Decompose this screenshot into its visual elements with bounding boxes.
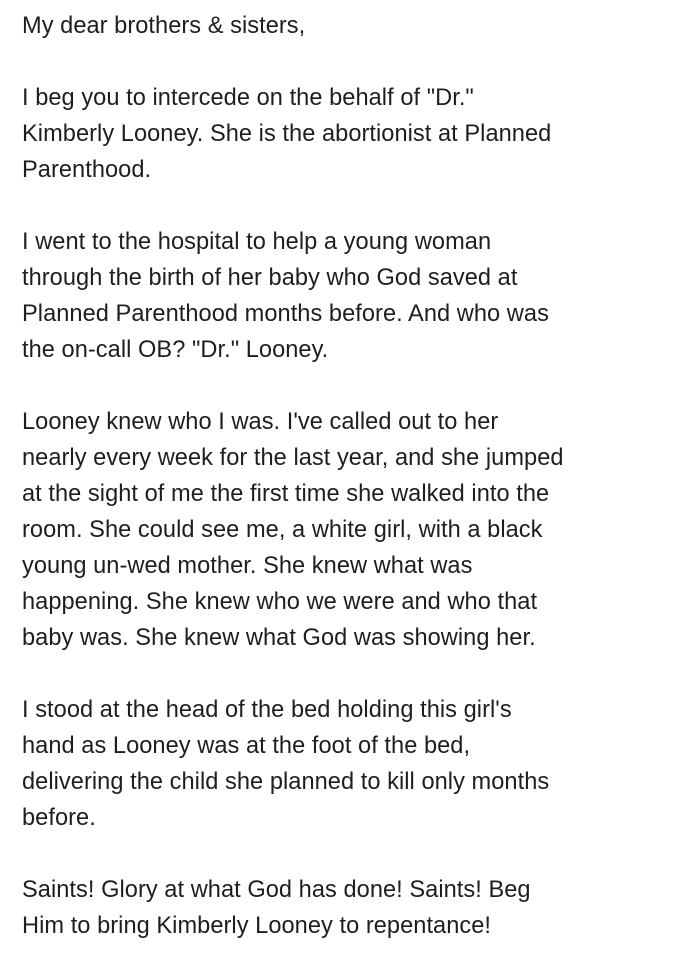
paragraph-gap bbox=[22, 188, 662, 224]
paragraph-5 bbox=[22, 872, 662, 944]
paragraph-line: Looney knew who I was. I've called out to her bbox=[22, 409, 499, 435]
paragraph-line: Kimberly Looney. She is the abortionist at Planned bbox=[22, 121, 552, 147]
paragraph-3 bbox=[22, 404, 662, 656]
paragraph-2 bbox=[22, 224, 662, 368]
paragraph-line: I stood at the head of the bed holding this girl's bbox=[22, 697, 512, 723]
paragraph-gap bbox=[22, 44, 662, 80]
paragraph-line: nearly every week for the last year, and she jumped bbox=[22, 445, 564, 471]
post-body bbox=[22, 8, 662, 944]
paragraph-line: Planned Parenthood months before. And who was bbox=[22, 301, 549, 327]
paragraph-line: before. bbox=[22, 805, 96, 831]
paragraph-gap bbox=[22, 368, 662, 404]
paragraph-line: happening. She knew who we were and who that bbox=[22, 589, 538, 615]
paragraph-1 bbox=[22, 80, 662, 188]
paragraph-line: hand as Looney was at the foot of the bed, bbox=[22, 733, 471, 759]
paragraph-line: I went to the hospital to help a young woman bbox=[22, 229, 492, 255]
paragraph-line: baby was. She knew what God was showing her. bbox=[22, 625, 536, 651]
paragraph-line: at the sight of me the first time she walked into the bbox=[22, 481, 550, 507]
paragraph-line: Parenthood. bbox=[22, 157, 152, 183]
paragraph-line: delivering the child she planned to kill only months bbox=[22, 769, 550, 795]
paragraph-gap bbox=[22, 656, 662, 692]
paragraph-line: Him to bring Kimberly Looney to repentance! bbox=[22, 913, 492, 939]
paragraph-gap bbox=[22, 836, 662, 872]
paragraph-line: Saints! Glory at what God has done! Saints! Beg bbox=[22, 877, 531, 903]
greeting-line: My dear brothers & sisters, bbox=[22, 13, 306, 39]
paragraph-line: the on-call OB? "Dr." Looney. bbox=[22, 337, 329, 363]
paragraph-4 bbox=[22, 692, 662, 836]
paragraph-line: through the birth of her baby who God saved at bbox=[22, 265, 518, 291]
paragraph-line: room. She could see me, a white girl, with a black bbox=[22, 517, 543, 543]
paragraph-line: young un-wed mother. She knew what was bbox=[22, 553, 473, 579]
paragraph-line: I beg you to intercede on the behalf of "Dr." bbox=[22, 85, 474, 111]
